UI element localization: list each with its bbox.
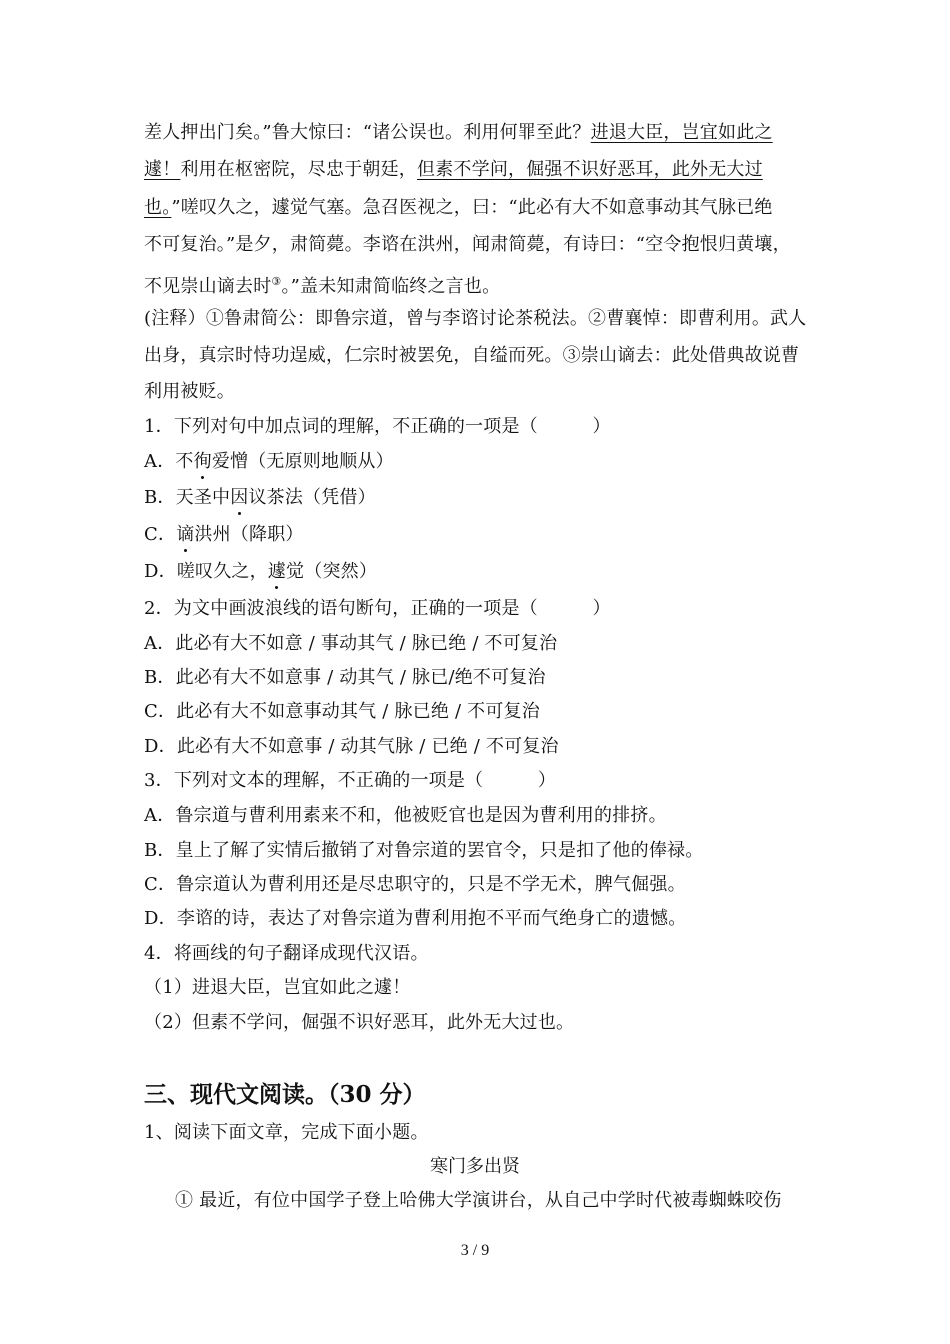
dotted-word: 遽: [267, 561, 287, 582]
question-4-sentence-2: （2）但素不学问，倔强不识好恶耳，此外无大过也。: [144, 1012, 575, 1033]
question-3-option-d: D．李谘的诗，表达了对鲁宗道为曹利用抱不平而气绝身亡的遗憾。: [144, 908, 687, 929]
footnote-mark: ③: [271, 275, 282, 288]
question-3-option-a: A．鲁宗道与曹利用素来不和，他被贬官也是因为曹利用的排挤。: [144, 805, 667, 826]
passage-line: 不见崇山谪去时③。”盖未知肃简临终之言也。: [144, 275, 501, 297]
question-1-option-a: A．不徇爱憎（无原则地顺从）: [144, 451, 394, 472]
page-number: 3 / 9: [460, 1242, 490, 1259]
article-title: 寒门多出贤: [430, 1156, 520, 1177]
question-2-option-c: C．此必有大不如意事动其气 / 脉已绝 / 不可复治: [144, 701, 540, 722]
question-3-option-b: B．皇上了解了实情后撤销了对鲁宗道的罢官令，只是扣了他的俸禄。: [144, 840, 704, 861]
notes-line: 利用被贬。: [144, 381, 235, 402]
passage-line: 差人押出门矣。”鲁大惊曰：“诸公误也。利用何罪至此？进退大臣，岂宜如此之: [144, 122, 773, 143]
question-1-option-d: D．嗟叹久之，遽觉（突然）: [144, 561, 378, 582]
question-2-option-d: D．此必有大不如意事 / 动其气脉 / 已绝 / 不可复治: [144, 736, 559, 757]
section-heading: 三、现代文阅读。（30 分）: [144, 1081, 426, 1108]
question-2-option-a: A．此必有大不如意 / 事动其气 / 脉已绝 / 不可复治: [144, 633, 558, 654]
dotted-word: 徇: [193, 451, 212, 472]
notes-line: (注释）①鲁肃简公：即鲁宗道，曾与李谘讨论茶税法。②曹襄悼：即曹利用。武人: [144, 308, 807, 329]
question-3-stem: 3．下列对文本的理解，不正确的一项是（ ）: [144, 770, 557, 791]
question-2-option-b: B．此必有大不如意事 / 动其气 / 脉已/绝不可复治: [144, 667, 546, 688]
article-paragraph: ① 最近，有位中国学子登上哈佛大学演讲台，从自己中学时代被毒蜘蛛咬伤: [175, 1190, 782, 1211]
passage-line: 也。”嗟叹久之，遽觉气塞。急召医视之，曰：“此必有大不如意事动其气脉已绝: [144, 197, 773, 218]
underlined-sentence-1: 进退大臣，岂宜如此之: [590, 122, 773, 143]
underlined-sentence-1-end: 遽！: [144, 159, 181, 180]
question-4-sentence-1: （1）进退大臣，岂宜如此之遽！: [144, 977, 411, 998]
passage-line: 不可复治。”是夕，肃简薨。李谘在洪州，闻肃简薨，有诗曰：“空令抱恨归黄壤，: [144, 234, 791, 255]
dotted-word: 谪: [176, 524, 195, 545]
question-3-option-c: C．鲁宗道认为曹利用还是尽忠职守的，只是不学无术，脾气倔强。: [144, 874, 686, 895]
question-4-stem: 4．将画线的句子翻译成现代汉语。: [144, 943, 429, 964]
dotted-word: 因: [230, 487, 249, 508]
reading-instruction: 1、阅读下面文章，完成下面小题。: [144, 1122, 429, 1143]
underlined-sentence-2: 但素不学问，倔强不识好恶耳，此外无大过: [417, 159, 763, 180]
passage-line: 遽！利用在枢密院，尽忠于朝廷，但素不学问，倔强不识好恶耳，此外无大过: [144, 159, 763, 180]
question-2-stem: 2．为文中画波浪线的语句断句，正确的一项是（ ）: [144, 598, 611, 619]
question-1-option-b: B．天圣中因议茶法（凭借）: [144, 487, 376, 508]
notes-line: 出身，真宗时恃功逞威，仁宗时被罢免，自缢而死。③崇山谪去：此处借典故说曹: [144, 345, 800, 366]
question-1-stem: 1．下列对句中加点词的理解，不正确的一项是（ ）: [144, 416, 611, 437]
question-1-option-c: C．谪洪州（降职）: [144, 524, 304, 545]
underlined-sentence-2-end: 也。: [144, 197, 172, 218]
